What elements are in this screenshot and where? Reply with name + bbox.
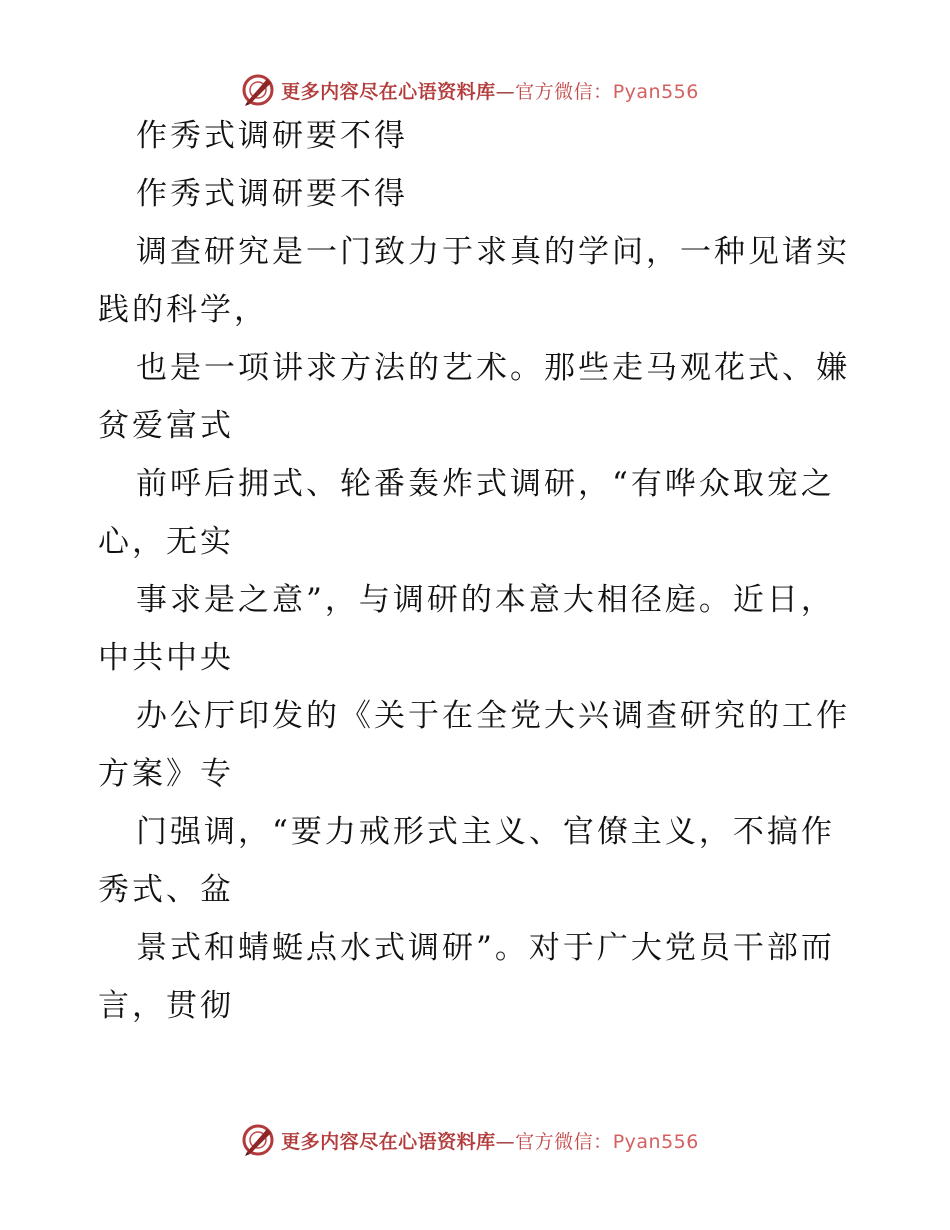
text-line: 方案》专 <box>98 756 234 792</box>
text-line: 调查研究是一门致力于求真的学问，一种见诸实 <box>136 234 850 270</box>
footer-banner[interactable] <box>241 1123 699 1157</box>
text-line: 事求是之意”，与调研的本意大相径庭。近日， <box>136 582 835 618</box>
page-footer <box>0 1120 950 1160</box>
text-line: 贫爱富式 <box>98 408 234 444</box>
pen-logo-icon <box>241 73 275 107</box>
text-line: 心，无实 <box>98 524 234 560</box>
footer-dash: — <box>495 1130 516 1153</box>
header-dash: — <box>495 80 516 103</box>
text-line: 秀式、盆 <box>98 872 234 908</box>
footer-wechat-label: 官方微信： <box>515 1130 613 1153</box>
page-header <box>0 70 950 110</box>
header-banner[interactable] <box>241 73 699 107</box>
text-line: 作秀式调研要不得 <box>136 176 408 212</box>
text-line: 也是一项讲求方法的艺术。那些走马观花式、嫌 <box>136 350 850 386</box>
footer-wechat-id: Pyan556 <box>612 1130 699 1153</box>
text-line: 践的科学， <box>98 292 268 328</box>
text-line: 办公厅印发的《关于在全党大兴调查研究的工作 <box>136 698 850 734</box>
footer-brand: 更多内容尽在心语资料库 <box>281 1130 496 1153</box>
header-wechat-label: 官方微信： <box>515 80 613 103</box>
header-wechat-id: Pyan556 <box>612 80 699 103</box>
text-line: 作秀式调研要不得 <box>136 118 408 154</box>
pen-logo-icon <box>241 1123 275 1157</box>
footer-banner-text <box>281 1127 699 1154</box>
document-body <box>98 118 858 1050</box>
text-line: 前呼后拥式、轮番轰炸式调研，“有哗众取宠之 <box>136 466 835 502</box>
header-banner-text <box>281 77 699 104</box>
text-line: 言，贯彻 <box>98 988 234 1024</box>
header-brand: 更多内容尽在心语资料库 <box>281 80 496 103</box>
text-line: 门强调，“要力戒形式主义、官僚主义，不搞作 <box>136 814 835 850</box>
text-line: 中共中央 <box>98 640 234 676</box>
text-line: 景式和蜻蜓点水式调研”。对于广大党员干部而 <box>136 930 835 966</box>
